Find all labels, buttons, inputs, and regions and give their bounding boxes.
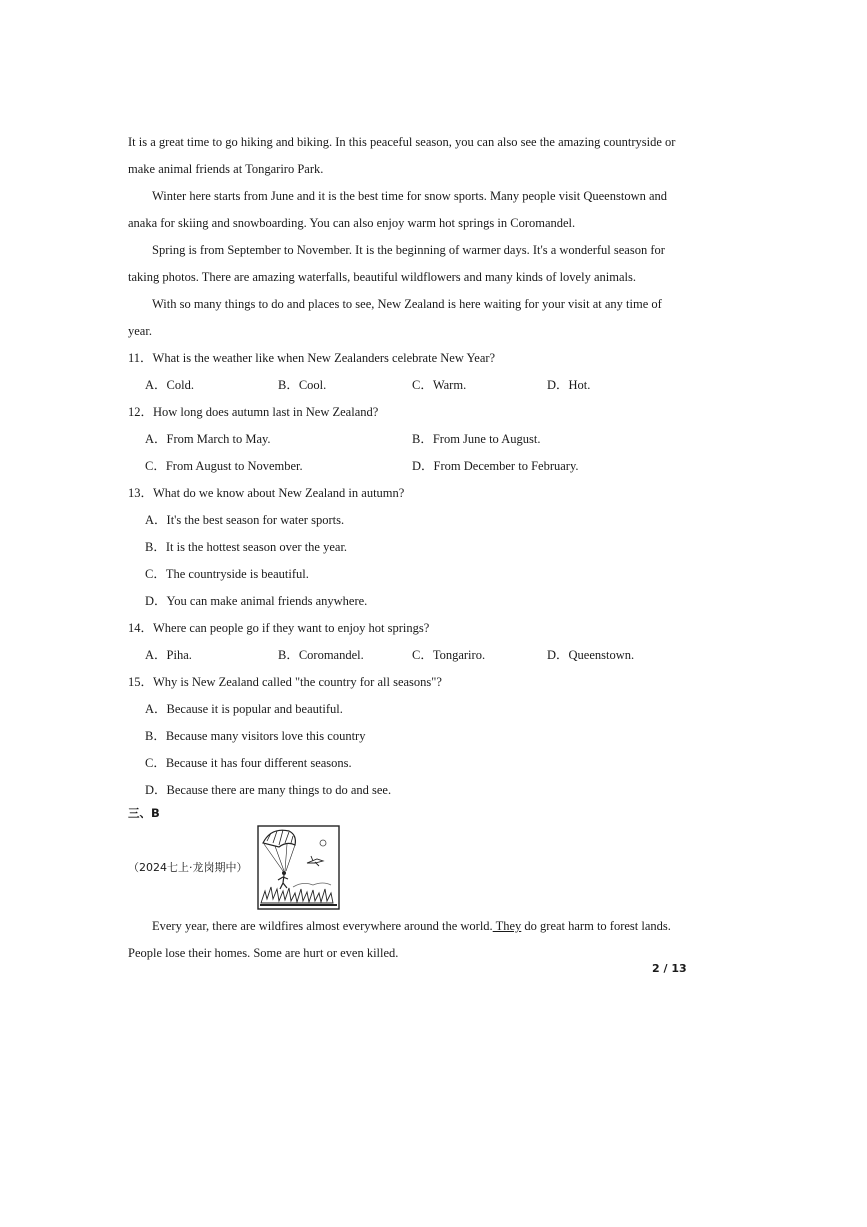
question-stem: 13．What do we know about New Zealand in autumn? — [128, 486, 405, 500]
source-note: （2024七上·龙岗期中） — [128, 861, 248, 874]
question-stem: 12．How long does autumn last in New Zealand? — [128, 405, 379, 419]
passage-line: With so many things to do and places to see, New Zealand is here waiting for your visit at any time of — [152, 297, 662, 311]
passage-line: People lose their homes. Some are hurt or even killed. — [128, 946, 399, 960]
answer-option[interactable]: A．Cold. — [145, 378, 194, 392]
answer-option[interactable]: C．From August to November. — [145, 459, 303, 473]
passage-text: Every year, there are wildfires almost everywhere around the world. — [152, 919, 493, 933]
passage-line: taking photos. There are amazing waterfalls, beautiful wildflowers and many kinds of lovely animals. — [128, 270, 636, 284]
answer-option[interactable]: D．From December to February. — [412, 459, 579, 473]
answer-option[interactable]: D．Because there are many things to do and see. — [145, 783, 392, 797]
answer-option[interactable]: B．Because many visitors love this country — [145, 729, 366, 743]
answer-option[interactable]: D．You can make animal friends anywhere. — [145, 594, 368, 608]
answer-option[interactable]: B．Coromandel. — [278, 648, 364, 662]
answer-option[interactable]: C．Because it has four different seasons. — [145, 756, 352, 770]
answer-option[interactable]: D．Hot. — [547, 378, 591, 392]
underlined-word: They — [492, 919, 522, 933]
answer-option[interactable]: D．Queenstown. — [547, 648, 635, 662]
passage-line: make animal friends at Tongariro Park. — [128, 162, 324, 176]
answer-option[interactable]: A．Because it is popular and beautiful. — [145, 702, 343, 716]
section-heading: 三、B — [128, 806, 160, 820]
answer-option[interactable]: A．Piha. — [145, 648, 192, 662]
passage-line — [152, 918, 671, 934]
passage-line: Winter here starts from June and it is the best time for snow sports. Many people visit Queenstown and — [152, 189, 668, 203]
paraglider-illustration-icon — [257, 825, 340, 910]
passage-line: Spring is from September to November. It is the beginning of warmer days. It's a wonderful season for — [152, 243, 665, 257]
answer-option[interactable]: C．Tongariro. — [412, 648, 486, 662]
answer-option[interactable]: B．From June to August. — [412, 432, 541, 446]
answer-option[interactable]: A．It's the best season for water sports. — [145, 513, 345, 527]
passage-line: anaka for skiing and snowboarding. You can also enjoy warm hot springs in Coromandel. — [128, 216, 576, 230]
answer-option[interactable]: B．Cool. — [278, 378, 327, 392]
answer-option[interactable]: B．It is the hottest season over the year. — [145, 540, 348, 554]
page-number: 2 / 13 — [652, 962, 687, 975]
answer-option[interactable]: A．From March to May. — [145, 432, 271, 446]
passage-line: year. — [128, 324, 152, 338]
question-stem: 14．Where can people go if they want to enjoy hot springs? — [128, 621, 430, 635]
question-stem: 11．What is the weather like when New Zealanders celebrate New Year? — [128, 351, 496, 365]
passage-line: It is a great time to go hiking and biking. In this peaceful season, you can also see the amazing countryside or — [128, 135, 676, 149]
question-stem: 15．Why is New Zealand called "the country for all seasons"? — [128, 675, 442, 689]
answer-option[interactable]: C．The countryside is beautiful. — [145, 567, 309, 581]
answer-option[interactable]: C．Warm. — [412, 378, 467, 392]
passage-text: do great harm to forest lands. — [521, 919, 671, 933]
